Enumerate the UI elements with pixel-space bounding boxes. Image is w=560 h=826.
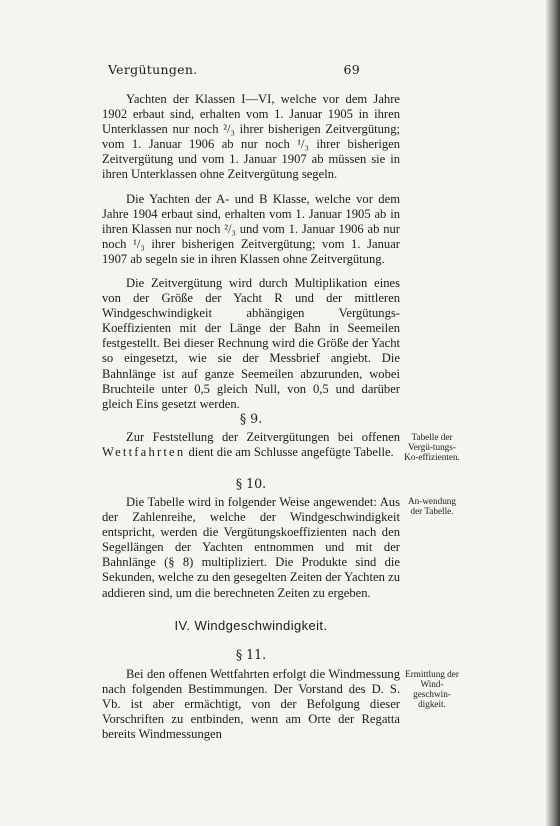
body-paragraph-2: Die Yachten der A- und B Klasse, welche vor dem Jahre 1904 erbaut sind, erhalten vom 1. Januar 1905 ab in ihren Klassen nur noch ²/₃ und vom 1. Januar 1906 ab nur noch ¹/₃ ihrer bisherigen Zeitvergütung; vom 1. Januar 1907 ab segeln sie in ihren Klassen ohne Zeitvergütung.	[102, 192, 400, 267]
margin-note-wind: Ermittlung der Wind-geschwin-digkeit.	[405, 669, 459, 709]
section-10-text: Die Tabelle wird in folgender Weise angewendet: Aus der Zahlenreihe, welche der Windgeschwindigkeit entspricht, werden die Vergütungskoeffizienten nach den Segellängen der Yachten entnommen und mit der Bahnlänge (§ 8) multipliziert. Die Produkte sind die Sekunden, welche zu den gesegelten Zeiten der Yachten zu addieren sind, um die berechneten Zeiten zu ergeben.	[102, 495, 400, 600]
page-edge-shadow	[546, 0, 560, 826]
header-title: Vergütungen.	[108, 62, 198, 77]
margin-note-table: Tabelle der Vergü-tungs-Ko-effizienten.	[404, 432, 460, 462]
chapter-heading: IV. Windgeschwindigkeit.	[174, 618, 328, 633]
page-number: 69	[343, 62, 360, 77]
section-9-heading: § 9.	[239, 411, 263, 426]
margin-note-application: An-wendung der Tabelle.	[408, 496, 456, 516]
section-11-heading: § 11.	[235, 647, 267, 662]
section-9-text: Zur Feststellung der Zeitvergütungen bei offenen Wettfahrten dient die am Schlusse angefügte Tabelle.	[102, 430, 400, 460]
running-header	[108, 62, 360, 77]
section-10-heading: § 10.	[235, 476, 267, 491]
body-paragraph-3: Die Zeitvergütung wird durch Multiplikation eines von der Größe der Yacht R und der mittleren Windgeschwindigkeit abhängigen Vergütungs-Koeffizienten mit der Länge der Bahn in Seemeilen festgestellt. Bei dieser Rechnung wird die Größe der Yacht so eingesetzt, wie sie der Messbrief angiebt. Die Bahnlänge ist auf ganze Seemeilen abzurunden, wobei Bruchteile unter 0,5 gleich Null, von 0,5 und darüber gleich Eins gesetzt werden.	[102, 276, 400, 411]
section-11-text: Bei den offenen Wettfahrten erfolgt die Windmessung nach folgenden Bestimmungen. Der Vorstand des D. S. Vb. ist aber ermächtigt, von der Befolgung dieser Vorschriften zu entbinden, wenn am Orte der Regatta bereits Windmessungen	[102, 667, 400, 742]
body-paragraph-1: Yachten der Klassen I—VI, welche vor dem Jahre 1902 erbaut sind, erhalten vom 1. Januar 1905 in ihren Unterklassen nur noch ²/₃ ihrer bisherigen Zeitvergütung; vom 1. Januar 1906 ab nur noch ¹/₃ ihrer bisherigen Zeitvergütung und vom 1. Januar 1907 ab müssen sie in ihren Unterklassen ohne Zeitvergütung segeln.	[102, 92, 400, 182]
